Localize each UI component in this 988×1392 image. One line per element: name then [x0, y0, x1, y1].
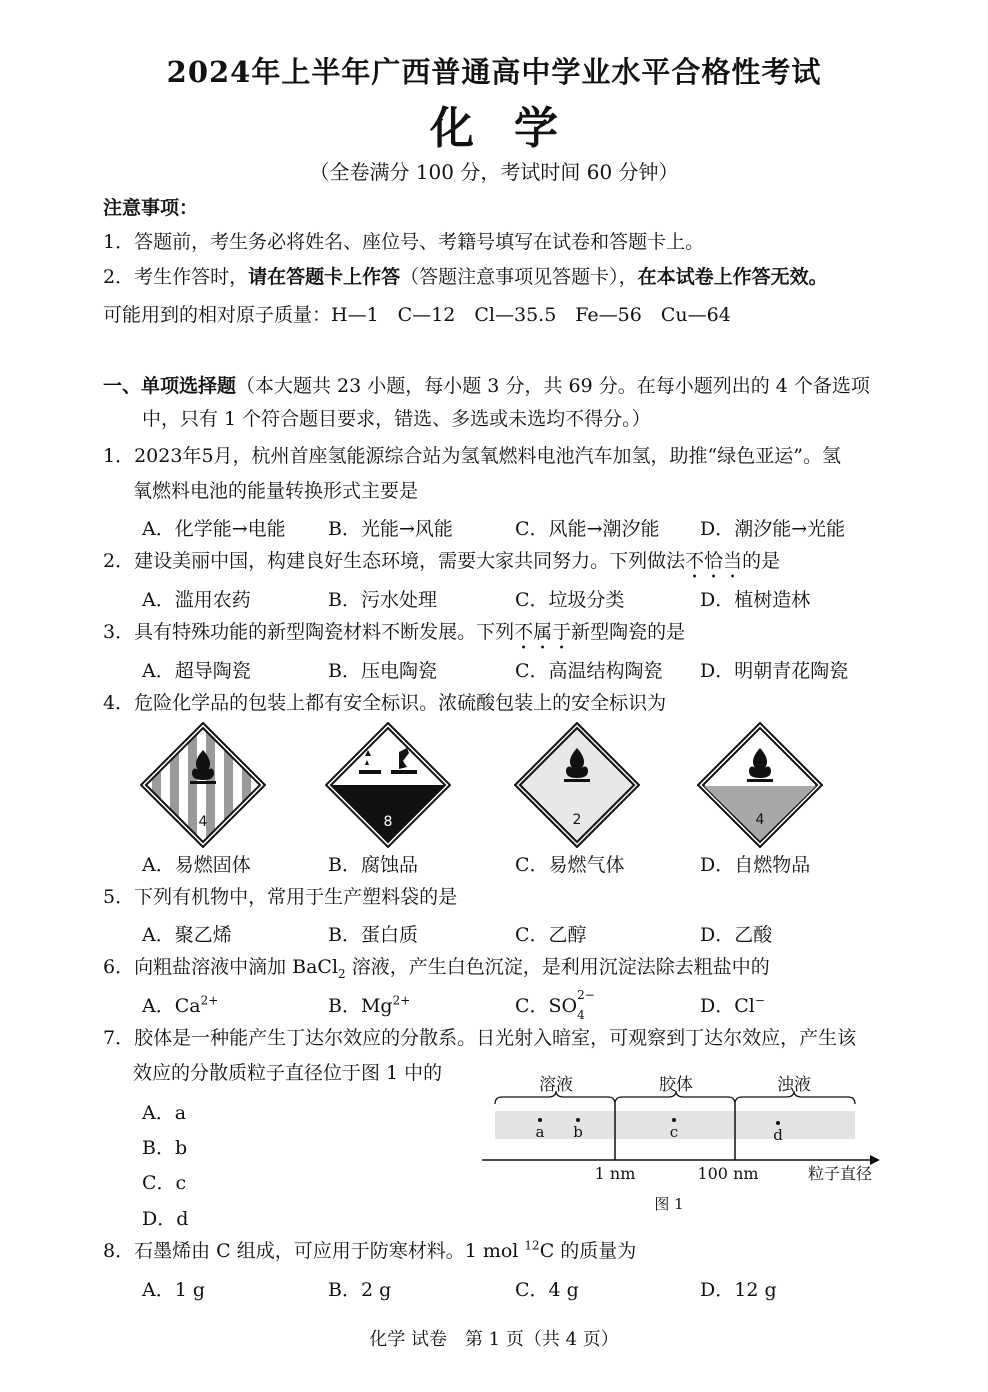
q7-stem-line1: 7．胶体是一种能产生丁达尔效应的分散系。日光射入暗室，可观察到丁达尔效应，产生该: [103, 1027, 857, 1049]
q3-stem-post: 新型陶瓷的是: [571, 621, 686, 643]
q8-option-a: A．1 g: [142, 1279, 206, 1301]
q7-option-d: D．d: [142, 1208, 189, 1230]
hazard-sign-flammable-gas: [514, 722, 640, 848]
q2-stem-emphasis: 不恰当: [685, 550, 743, 572]
figure-tick-1nm: 1 nm: [594, 1164, 636, 1183]
q7-option-b: B．b: [142, 1137, 188, 1159]
figure-region-solution: 溶液: [539, 1075, 573, 1095]
section1-desc-2: 中，只有 1 个符合题目要求，错选、多选或未选均不得分。）: [142, 408, 651, 430]
figure-point-a: a: [535, 1123, 545, 1141]
q5-stem: 5．下列有机物中，常用于生产塑料袋的是: [103, 886, 458, 908]
exam-meta: （全卷满分 100 分，考试时间 60 分钟）: [309, 160, 679, 184]
notice-item-2-d: 在本试卷上作答无效。: [637, 266, 828, 288]
q4-option-c: C．易燃气体: [515, 854, 625, 876]
q4-option-a: A．易燃固体: [142, 854, 251, 876]
figure-tick-100nm: 100 nm: [697, 1164, 759, 1183]
q5-option-d: D．乙酸: [700, 924, 773, 946]
q6-option-c: C．SO 2− 4: [515, 988, 595, 1022]
atomic-masses: 可能用到的相对原子质量：H—1 C—12 Cl—35.5 Fe—56 Cu—64: [103, 304, 731, 326]
hazard-sign-flammable-solid: [140, 722, 266, 848]
q3-option-a: A．超导陶瓷: [142, 660, 251, 682]
q3-option-d: D．明朝青花陶瓷: [700, 660, 849, 682]
q6-option-d-text: D．Cl: [700, 995, 755, 1017]
q2-option-c: C．垃圾分类: [515, 589, 625, 611]
notice-item-2-b: 请在答题卡上作答: [248, 266, 401, 288]
section1-heading: 一、单项选择题: [103, 375, 237, 397]
q2-stem: [103, 549, 780, 583]
q3-stem-emphasis: 不属于: [514, 621, 572, 643]
figure-caption: 图 1: [654, 1195, 684, 1213]
q6-stem-post: 溶液，产生白色沉淀，是利用沉淀法除去粗盐中的: [345, 956, 770, 978]
figure-point-b: b: [573, 1123, 583, 1141]
q3-stem: [103, 620, 685, 654]
q4-option-b: B．腐蚀品: [328, 854, 418, 876]
q8-stem-pre: 8．石墨烯由 C 组成，可应用于防寒材料。1 mol: [103, 1240, 525, 1262]
q3-option-b: B．压电陶瓷: [328, 660, 437, 682]
subject-title: 化学: [430, 103, 598, 154]
q3-stem-pre: 3．具有特殊功能的新型陶瓷材料不断发展。下列: [103, 621, 515, 643]
q6-option-b-charge: 2+: [392, 993, 411, 1008]
exam-title: 2024年上半年广西普通高中学业水平合格性考试: [166, 55, 822, 89]
q8-stem-post: C 的质量为: [539, 1240, 637, 1262]
figure-region-suspension: 浊液: [777, 1075, 811, 1095]
notice-item-2-a: 2．考生作答时，: [103, 266, 249, 288]
hazard-sign-corrosive: [325, 722, 451, 848]
q6-option-d-charge: −: [754, 993, 765, 1008]
q5-option-a: A．聚乙烯: [142, 924, 232, 946]
hazard-sign-spontaneous-combustion: [697, 722, 823, 848]
hazard-sign-d-number: 4: [755, 812, 765, 828]
q7-stem-line2: 效应的分散质粒子直径位于图 1 中的: [133, 1062, 443, 1084]
hazard-sign-b-number: 8: [383, 814, 393, 830]
q6-option-a: [142, 991, 218, 1018]
q1-option-d: D．潮汐能→光能: [700, 518, 846, 540]
q6-option-b: [328, 991, 410, 1018]
figure-point-c: c: [669, 1123, 679, 1141]
q6-stem-pre: 6．向粗盐溶液中滴加 BaCl: [103, 956, 339, 978]
q6-option-c-text: C．SO: [515, 995, 578, 1017]
q2-stem-pre: 2．建设美丽中国，构建良好生态环境，需要大家共同努力。下列做法: [103, 550, 686, 572]
q2-option-d: D．植树造林: [700, 589, 811, 611]
figure-particle-diameter: [478, 1068, 883, 1218]
page-footer: 化学 试卷 第 1 页（共 4 页）: [369, 1329, 619, 1350]
q2-option-b: B．污水处理: [328, 589, 437, 611]
q6-option-d: [700, 991, 765, 1018]
notice-heading: 注意事项：: [103, 197, 199, 219]
q1-option-c: C．风能→潮汐能: [515, 518, 660, 540]
q3-option-c: C．高温结构陶瓷: [515, 660, 663, 682]
hazard-sign-c-number: 2: [572, 812, 582, 828]
q1-option-a: A．化学能→电能: [142, 518, 286, 540]
q6-option-a-text: A．Ca: [142, 995, 201, 1017]
q6-stem-subscript: 2: [338, 966, 346, 981]
q2-option-a: A．滥用农药: [142, 589, 251, 611]
q6-option-a-charge: 2+: [200, 993, 219, 1008]
q1-stem-line1: 1．2023年5月，杭州首座氢能源综合站为氢氧燃料电池汽车加氢，助推“绿色亚运”。氢: [103, 445, 841, 467]
q4-option-d: D．自燃物品: [700, 854, 811, 876]
q6-stem: [103, 955, 770, 979]
q8-option-c: C．4 g: [515, 1279, 579, 1301]
q8-stem: [103, 1239, 636, 1263]
section1-desc-1: （本大题共 23 小题，每小题 3 分，共 69 分。在每小题列出的 4 个备选项: [236, 375, 870, 397]
q1-stem-line2: 氧燃料电池的能量转换形式主要是: [133, 480, 419, 502]
notice-item-1: 1．答题前，考生务必将姓名、座位号、考籍号填写在试卷和答题卡上。: [103, 231, 705, 253]
q4-stem: 4．危险化学品的包装上都有安全标识。浓硫酸包装上的安全标识为: [103, 692, 667, 714]
notice-item-2: [103, 265, 828, 289]
q8-option-d: D．12 g: [700, 1279, 777, 1301]
q5-option-c: C．乙醇: [515, 924, 587, 946]
section1-header: [103, 374, 870, 398]
figure-axis-label: 粒子直径: [807, 1164, 873, 1183]
notice-item-2-c: （答题注意事项见答题卡），: [400, 266, 638, 288]
q1-option-b: B．光能→风能: [328, 518, 453, 540]
q7-option-c: C．c: [142, 1172, 187, 1194]
figure-point-d: d: [773, 1126, 783, 1144]
q7-option-a: A．a: [142, 1102, 187, 1124]
q2-stem-post: 的是: [742, 550, 781, 572]
q6-option-b-text: B．Mg: [328, 995, 393, 1017]
figure-region-colloid: 胶体: [659, 1075, 693, 1095]
q5-option-b: B．蛋白质: [328, 924, 418, 946]
q8-stem-superscript: 12: [524, 1238, 540, 1253]
q8-option-b: B．2 g: [328, 1279, 392, 1301]
hazard-sign-a-number: 4: [198, 814, 208, 830]
